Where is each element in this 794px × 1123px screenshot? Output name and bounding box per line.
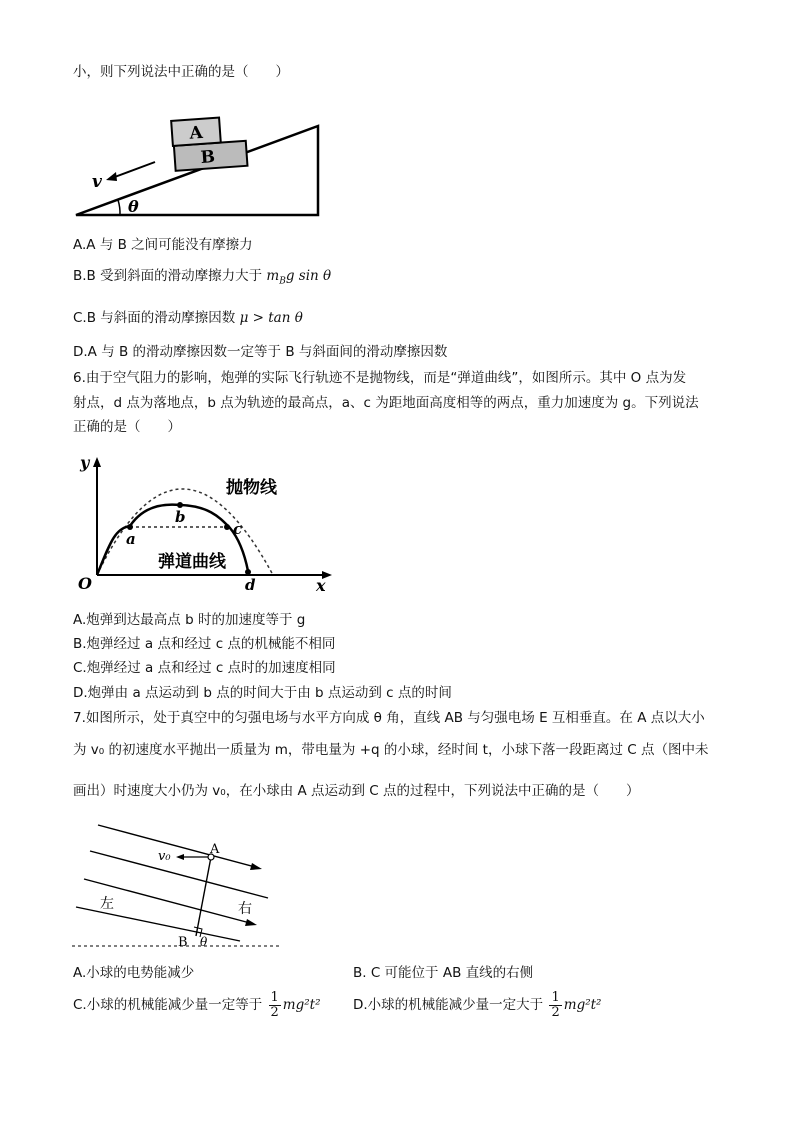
q5-option-d: D.A 与 B 的滑动摩擦因数一定等于 B 与斜面间的滑动摩擦因数 [73,344,448,360]
point-d-label: d [245,576,256,593]
q6-stem-line-2: 射点，d 点为落地点，b 点为轨迹的最高点，a、c 为距地面高度相等的两点，重力加速度为 g。下列说法 [73,395,699,411]
q6-option-d: D.炮弹由 a 点运动到 b 点的时间大于由 b 点运动到 c 点的时间 [73,685,452,701]
q6-stem-line-1: 6.由于空气阻力的影响，炮弹的实际飞行轨迹不是抛物线，而是“弹道曲线”，如图所示。其中 O 点为发 [73,370,687,386]
block-b-label: B [199,147,216,168]
q5-incline-figure [70,100,330,222]
q7-option-c: C.小球的机械能减少量一定等于 $\frac{1}{2}$ mg²t² [73,989,321,1020]
velocity-label: v [92,172,102,192]
q5-option-b: B.B 受到斜面的滑动摩擦力大于 $m_Bg$ sin θ [73,268,332,287]
q7-stem-line-3: 画出）时速度大小仍为 v₀，在小球由 A 点运动到 C 点的过程中，下列说法中正确的是（ ） [73,783,640,799]
q7-stem-line-1: 7.如图所示，处于真空中的匀强电场与水平方向成 θ 角，直线 AB 与匀强电场 E 互相垂直。在 A 点以大小 [73,710,705,726]
point-b-label: B [178,935,188,950]
parabola-label: 抛物线 [226,478,277,498]
ballistic-curve-label: 弹道曲线 [158,552,226,572]
q7-option-b: B. C 可能位于 AB 直线的右侧 [353,965,534,981]
q6-option-b: B.炮弹经过 a 点和经过 c 点的机械能不相同 [73,636,336,652]
q6-stem-line-3: 正确的是（ ） [73,419,181,435]
q5-option-a: A.A 与 B 之间可能没有摩擦力 [73,237,253,253]
theta-label: θ [200,935,208,949]
q5-option-c: C.B 与斜面的滑动摩擦因数 μ > tan θ [73,310,303,326]
y-axis-label: y [80,453,90,472]
point-b-label: b [175,508,186,526]
v0-label: v₀ [158,849,171,864]
origin-label: O [78,574,92,593]
q5-stem-tail: 小，则下列说法中正确的是（ ） [73,64,289,80]
q7-option-d: D.小球的机械能减少量一定大于 $\frac{1}{2}$ mg²t² [353,989,602,1020]
q6-option-c: C.炮弹经过 a 点和经过 c 点时的加速度相同 [73,660,336,676]
point-c-label: c [233,520,243,538]
left-label: 左 [100,896,114,912]
point-a-label: A [210,842,220,857]
right-label: 右 [238,901,252,917]
q7-stem-line-2: 为 v₀ 的初速度水平抛出一质量为 m，带电量为 +q 的小球，经时间 t，小球下落一段距离过 C 点（图中未 [73,742,709,758]
point-a-label: a [126,530,136,548]
q6-option-a: A.炮弹到达最高点 b 时的加速度等于 g [73,612,306,628]
x-axis-label: x [316,576,326,593]
q7-option-a: A.小球的电势能减少 [73,965,195,981]
q6-trajectory-figure [70,448,340,593]
block-a-label: A [188,122,204,144]
theta-label: θ [128,197,139,216]
q7-field-figure [70,815,285,950]
